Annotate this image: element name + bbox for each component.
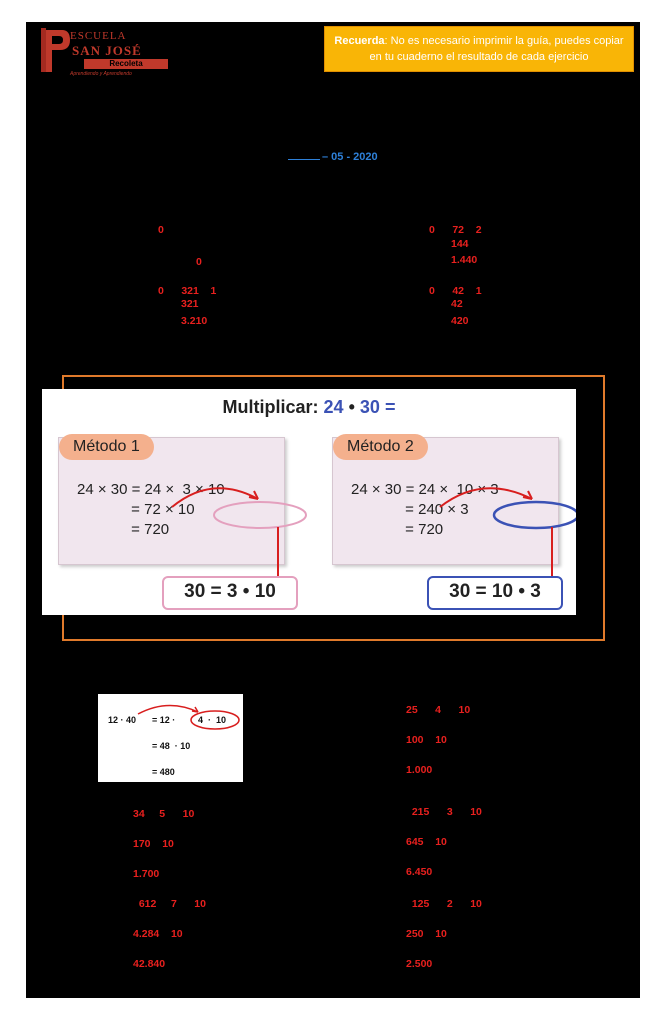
logo-line-3: Recoleta	[84, 59, 168, 69]
answer-text: 42	[451, 298, 463, 310]
answer-text: 25 4 10	[406, 704, 471, 716]
logo-p-emblem-icon	[40, 26, 72, 74]
answer-text: 0 321 1	[158, 285, 217, 297]
answer-text: 645 10	[406, 836, 447, 848]
result-method-2: 30 = 10 • 3	[427, 576, 563, 610]
example-line-1b: = 12 ·	[152, 715, 176, 725]
answer-text: 250 10	[406, 928, 447, 940]
method-1-steps: 24 × 30 = 24 × 3 × 10 = 72 × 10 = 720	[77, 481, 225, 538]
answer-text: 0	[158, 224, 164, 236]
example-box	[98, 694, 243, 782]
logo-line-4: Aprendiendo y Aprendiendo	[70, 71, 132, 77]
answer-text: 1.700	[133, 868, 160, 880]
answer-text: 170 10	[133, 838, 174, 850]
date-text: – 05 - 2020	[322, 151, 378, 163]
answer-text: 0 72 2	[429, 224, 482, 236]
answer-text: 125 2 10	[406, 898, 482, 910]
reminder-notice	[324, 26, 634, 72]
reminder-label: Recuerda	[334, 35, 385, 47]
multiplication-figure	[42, 389, 576, 615]
answer-text: 34 5 10	[133, 808, 195, 820]
logo-line-1: ESCUELA	[70, 30, 127, 42]
answer-text: 2.500	[406, 958, 433, 970]
answer-text: 4.284 10	[133, 928, 183, 940]
method-2-steps: 24 × 30 = 24 × 10 × 3 = 240 × 3 = 720	[351, 481, 499, 538]
answer-text: 3.210	[181, 315, 208, 327]
answer-text: 0	[196, 256, 202, 268]
method-1-label: Método 1	[59, 434, 154, 460]
answer-text: 0 42 1	[429, 285, 482, 297]
answer-text: 100 10	[406, 734, 447, 746]
method-2-label: Método 2	[333, 434, 428, 460]
factor-b: 30	[359, 397, 380, 417]
reminder-text: : No es necesario imprimir la guía, puedes copiar en tu cuaderno el resultado de cada ejercicio	[369, 35, 624, 63]
example-line-1a: 12 · 40	[108, 715, 137, 725]
answer-text: 321	[181, 298, 199, 310]
factor-a: 24	[323, 397, 344, 417]
example-line-3: = 480	[152, 767, 175, 777]
answer-text: 144	[451, 238, 469, 250]
figure-title-label: Multiplicar:	[222, 397, 319, 417]
answer-text: 6.450	[406, 866, 433, 878]
equals-sign: =	[384, 397, 396, 417]
result-method-1: 30 = 3 • 10	[162, 576, 298, 610]
answer-text: 612 7 10	[133, 898, 206, 910]
date-blank	[288, 150, 320, 160]
answer-text: 1.000	[406, 764, 433, 776]
example-line-2: = 48 · 10	[152, 741, 191, 751]
answer-text: 420	[451, 315, 469, 327]
example-line-1c: 4 · 10	[198, 715, 227, 725]
answer-text: 215 3 10	[406, 806, 482, 818]
logo-line-2: SAN JOSÉ	[72, 43, 142, 58]
date-line	[288, 150, 378, 163]
answer-text: 42.840	[133, 958, 166, 970]
dot-operator: •	[348, 397, 355, 417]
answer-text: 1.440	[451, 254, 478, 266]
school-logo	[40, 26, 190, 78]
